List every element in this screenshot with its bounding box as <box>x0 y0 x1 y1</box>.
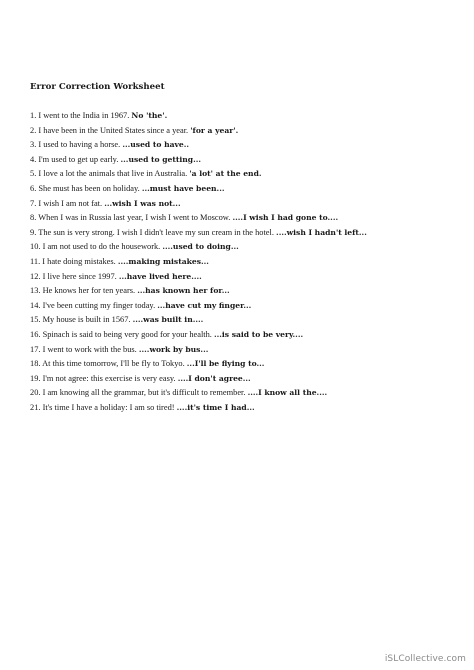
list-item <box>30 357 450 372</box>
correction-text: ...is said to be very.... <box>213 329 304 339</box>
sentence-text: 4. I'm used to get up early. <box>30 154 121 164</box>
sentence-text: 19. I'm not agree: this exercise is very easy. <box>30 373 178 383</box>
correction-text: ...used to have.. <box>122 140 190 150</box>
correction-text: 'a lot' at the end. <box>189 169 262 179</box>
sentence-text: 13. He knows her for ten years. <box>30 286 138 296</box>
list-item <box>30 226 450 241</box>
sentence-text: 21. It's time I have a holiday: I am so tired! <box>30 402 177 412</box>
list-item <box>30 270 450 285</box>
list-item <box>30 284 450 299</box>
list-item <box>30 372 450 387</box>
sentence-text: 14. I've been cutting my finger today. <box>30 300 158 310</box>
worksheet-title: Error Correction Worksheet <box>30 82 165 92</box>
list-item <box>30 240 450 255</box>
list-item <box>30 386 450 401</box>
list-item <box>30 138 450 153</box>
list-item <box>30 343 450 358</box>
correction-text: ...have cut my finger... <box>157 300 252 310</box>
list-item <box>30 401 450 416</box>
list-item <box>30 255 450 270</box>
sentence-text: 16. Spinach is said to being very good for your health. <box>30 329 214 339</box>
correction-text: 'for a year'. <box>190 125 239 135</box>
sentence-text: 20. I am knowing all the grammar, but it's difficult to remember. <box>30 388 248 398</box>
sentence-text: 17. I went to work with the bus. <box>30 344 139 354</box>
correction-text: ....used to doing... <box>162 242 239 252</box>
sentence-text: 10. I am not used to do the housework. <box>30 242 163 252</box>
sentence-text: 9. The sun is very strong. I wish I didn't leave my sun cream in the hotel. <box>30 227 277 237</box>
correction-text: ...I'll be flying to... <box>186 359 265 369</box>
sentence-text: 11. I hate doing mistakes. <box>30 256 118 266</box>
correction-text: ....wish I hadn't left... <box>276 227 367 237</box>
list-item <box>30 299 450 314</box>
correction-text: ...must have been... <box>141 183 225 193</box>
correction-text: ....work by bus... <box>138 344 209 354</box>
correction-text: ...has known her for... <box>137 286 230 296</box>
correction-text: ...have lived here.... <box>118 271 202 281</box>
sentence-text: 6. She must has been on holiday. <box>30 183 142 193</box>
sentence-text: 7. I wish I am not fat. <box>30 198 105 208</box>
list-item <box>30 197 450 212</box>
list-item <box>30 167 450 182</box>
correction-text: ....it's time I had... <box>176 402 255 412</box>
list-item <box>30 153 450 168</box>
list-item <box>30 328 450 343</box>
correction-text: ....was built in.... <box>132 315 204 325</box>
list-item <box>30 313 450 328</box>
sentence-text: 15. My house is built in 1567. <box>30 315 133 325</box>
sentence-text: 8. When I was in Russia last year, I wish I went to Moscow. <box>30 213 233 223</box>
correction-text: No 'the'. <box>131 111 168 120</box>
correction-text: ...wish I was not... <box>104 198 181 208</box>
site-watermark: iSLCollective.com <box>384 654 466 664</box>
sentence-text: 1. I went to the India in 1967. <box>30 111 132 120</box>
correction-text: ...used to getting... <box>120 154 202 164</box>
list-item <box>30 211 450 226</box>
correction-text: ....making mistakes... <box>117 256 209 266</box>
list-item <box>30 109 450 124</box>
sentence-text: 3. I used to having a horse. <box>30 140 123 150</box>
worksheet <box>30 82 450 415</box>
sentence-text: 5. I love a lot the animals that live in Australia. <box>30 169 190 179</box>
correction-text: ....I don't agree... <box>177 373 251 383</box>
correction-text: ....I know all the.... <box>247 388 328 398</box>
sentence-text: 2. I have been in the United States since a year. <box>30 125 191 135</box>
sentence-text: 18. At this time tomorrow, I'll be fly to Tokyo. <box>30 359 187 369</box>
list-item <box>30 124 450 139</box>
exercise-list <box>30 109 450 415</box>
sentence-text: 12. I live here since 1997. <box>30 271 119 281</box>
correction-text: ....I wish I had gone to.... <box>232 213 339 223</box>
list-item <box>30 182 450 197</box>
